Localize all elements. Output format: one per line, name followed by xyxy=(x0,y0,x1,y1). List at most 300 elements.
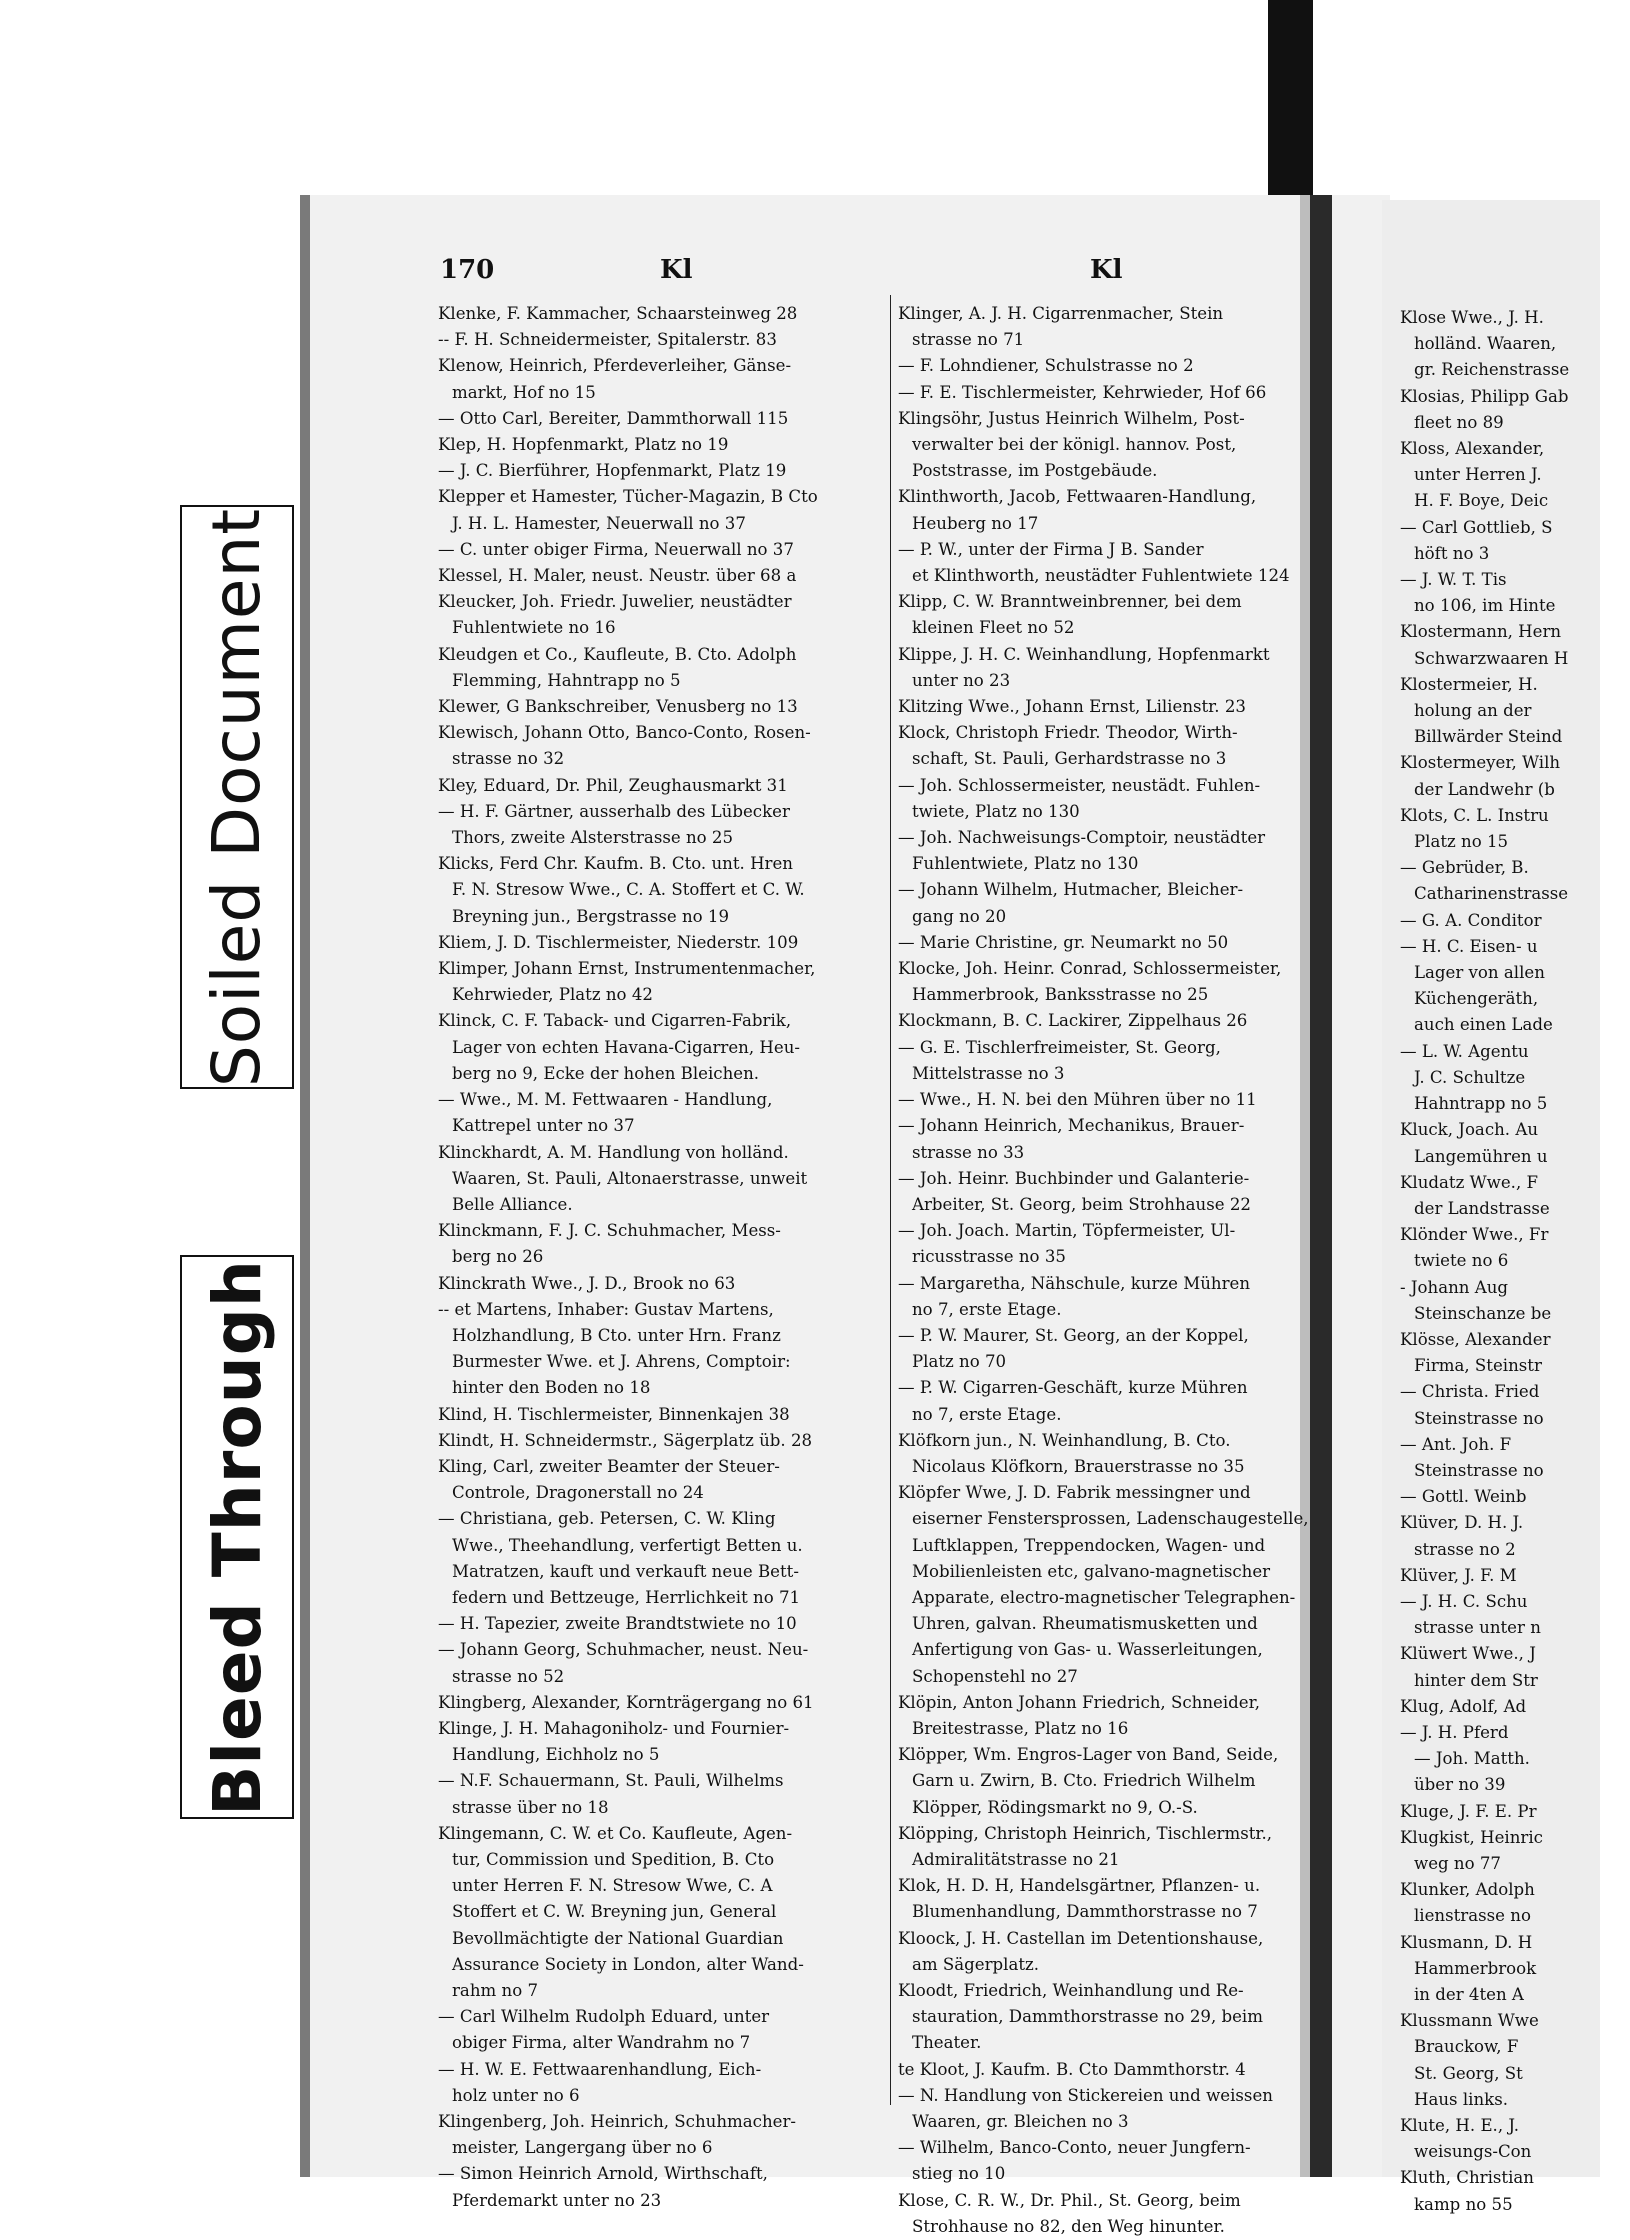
directory-entry xyxy=(1400,1589,1630,1641)
entry-line: Klinckhardt, A. M. Handlung von holländ. xyxy=(438,1142,789,1162)
directory-entry xyxy=(898,1218,1346,1270)
entry-line: Klindt, H. Schneidermstr., Sägerplatz üb. 28 xyxy=(438,1430,813,1450)
entry-continuation-line: holung an der xyxy=(1414,701,1532,721)
entry-line: — Marie Christine, gr. Neumarkt no 50 xyxy=(898,932,1229,952)
entry-line: — Otto Carl, Bereiter, Dammthorwall 115 xyxy=(438,408,789,428)
entry-line: Klöpper, Wm. Engros-Lager von Band, Seide, xyxy=(898,1745,1279,1765)
entry-line: Kley, Eduard, Dr. Phil, Zeughausmarkt 31 xyxy=(438,775,788,795)
entry-line: Klönder Wwe., Fr xyxy=(1400,1225,1549,1245)
directory-entry xyxy=(1400,1877,1630,1929)
entry-line: Klockmann, B. C. Lackirer, Zippelhaus 26 xyxy=(898,1011,1248,1031)
soiled-document-label xyxy=(180,505,294,1089)
entry-line: — J. C. Bierführer, Hopfenmarkt, Platz 19 xyxy=(438,461,787,481)
entry-line: — F. E. Tischlermeister, Kehrwieder, Hof 66 xyxy=(898,382,1267,402)
directory-entry xyxy=(1400,1275,1630,1327)
entry-line: Klicks, Ferd Chr. Kaufm. B. Cto. unt. Hren xyxy=(438,854,793,874)
entry-continuation-line: no 7, erste Etage. xyxy=(912,1299,1062,1319)
entry-line: Klewer, G Bankschreiber, Venusberg no 13 xyxy=(438,697,798,717)
entry-continuation-line: höft no 3 xyxy=(1414,543,1490,563)
directory-entry xyxy=(438,589,938,641)
entry-line: — Johann Heinrich, Mechanikus, Brauer- xyxy=(898,1116,1245,1136)
book-page xyxy=(300,195,1390,2236)
entry-line: — Wwe., H. N. bei den Mühren über no 11 xyxy=(898,1090,1257,1110)
entry-continuation-line: hinter den Boden no 18 xyxy=(452,1378,651,1398)
entry-line: Klenke, F. Kammacher, Schaarsteinweg 28 xyxy=(438,304,798,323)
entry-continuation-line: gr. Reichenstrasse xyxy=(1414,360,1570,380)
entry-continuation-line: weisungs-Con xyxy=(1414,2142,1532,2162)
entry-line: Klose Wwe., J. H. xyxy=(1400,308,1544,327)
directory-entry xyxy=(1400,1039,1630,1118)
entry-line: — Christiana, geb. Petersen, C. W. Kling xyxy=(438,1509,776,1529)
directory-entry xyxy=(1400,855,1630,907)
entry-continuation-line: Haus links. xyxy=(1414,2089,1508,2109)
entry-continuation-line: Fuhlentwiete, Platz no 130 xyxy=(912,854,1139,874)
entry-continuation-line: in der 4ten A xyxy=(1414,1985,1524,2004)
directory-entry xyxy=(898,2057,1346,2083)
entry-continuation-line: kleinen Fleet no 52 xyxy=(912,618,1075,638)
entry-line: Klöfkorn jun., N. Weinhandlung, B. Cto. xyxy=(898,1430,1231,1450)
directory-entry xyxy=(898,2188,1346,2240)
entry-continuation-line: Hammerbrook, Banksstrasse no 25 xyxy=(912,985,1209,1005)
entry-continuation-line: Mobilienleisten etc, galvano-magnetischer xyxy=(912,1561,1271,1581)
entry-line: — P. W. Cigarren-Geschäft, kurze Mühren xyxy=(898,1378,1248,1398)
entry-line: Kling, Carl, zweiter Beamter der Steuer- xyxy=(438,1456,780,1476)
directory-entry xyxy=(438,301,938,327)
entry-continuation-line: fleet no 89 xyxy=(1414,412,1504,432)
entry-line: — Simon Heinrich Arnold, Wirthschaft, xyxy=(438,2164,768,2184)
entry-line: -- et Martens, Inhaber: Gustav Martens, xyxy=(438,1299,774,1319)
directory-entry xyxy=(438,1768,938,1820)
entry-continuation-line: verwalter bei der königl. hannov. Post, xyxy=(912,435,1237,455)
entry-line: Kluth, Christian xyxy=(1400,2168,1534,2188)
directory-entry xyxy=(898,1428,1346,1480)
entry-continuation-line: H. F. Boye, Deic xyxy=(1414,491,1549,511)
entry-line: Klüwert Wwe., J xyxy=(1400,1644,1536,1664)
entry-continuation-line: twiete, Platz no 130 xyxy=(912,801,1080,821)
entry-continuation-line: Schwarzwaaren H xyxy=(1414,648,1569,668)
entry-line: Klind, H. Tischlermeister, Binnenkajen 38 xyxy=(438,1404,790,1424)
entry-continuation-line: Poststrasse, im Postgebäude. xyxy=(912,461,1158,481)
entry-continuation-line: eiserner Fenstersprossen, Ladenschaugestelle, xyxy=(912,1509,1309,1529)
entry-line: Klose, C. R. W., Dr. Phil., St. Georg, beim xyxy=(898,2190,1241,2210)
entry-continuation-line: Theater. xyxy=(912,2033,982,2053)
entry-line: — G. A. Conditor xyxy=(1400,910,1542,930)
entry-continuation-line: Mittelstrasse no 3 xyxy=(912,1063,1065,1083)
entry-line: — H. C. Eisen- u xyxy=(1400,936,1538,956)
entry-line: — Carl Gottlieb, S xyxy=(1400,517,1553,537)
entry-line: Klessel, H. Maler, neust. Neustr. über 68 a xyxy=(438,566,797,586)
directory-entry xyxy=(898,1008,1346,1034)
directory-entry xyxy=(438,2004,938,2056)
entry-line: Klenow, Heinrich, Pferdeverleiher, Gänse- xyxy=(438,356,792,376)
entry-continuation-line: auch einen Lade xyxy=(1414,1015,1553,1035)
entry-continuation-line: strasse no 2 xyxy=(1414,1539,1516,1559)
entry-line: Klingemann, C. W. et Co. Kaufleute, Agen- xyxy=(438,1823,793,1843)
entry-line: Klinger, A. J. H. Cigarrenmacher, Stein xyxy=(898,304,1224,323)
entry-line: Klimper, Johann Ernst, Instrumentenmacher, xyxy=(438,959,816,979)
entry-line: — Joh. Schlossermeister, neustädt. Fuhlen- xyxy=(898,775,1261,795)
entry-continuation-line: ricusstrasse no 35 xyxy=(912,1247,1066,1267)
directory-entry xyxy=(438,773,938,799)
entry-line: -- F. H. Schneidermeister, Spitalerstr. 83 xyxy=(438,330,777,350)
directory-entry xyxy=(898,406,1346,485)
entry-line: Kliem, J. D. Tischlermeister, Niederstr. 109 xyxy=(438,932,799,952)
edge-column xyxy=(1400,305,1630,2218)
entry-line: — Wwe., M. M. Fettwaaren - Handlung, xyxy=(438,1090,773,1110)
page-number: 170 xyxy=(440,255,495,285)
entry-continuation-line: unter Herren F. N. Stresow Wwe, C. A xyxy=(452,1876,773,1896)
directory-entry xyxy=(898,301,1346,353)
entry-line: — J. H. C. Schu xyxy=(1400,1591,1528,1611)
entry-continuation-line: Admiralitätstrasse no 21 xyxy=(912,1849,1120,1869)
entry-line: Klöpfer Wwe, J. D. Fabrik messingner und xyxy=(898,1483,1251,1503)
entry-line: — Ant. Joh. F xyxy=(1400,1434,1512,1454)
bleed-through-text: Bleed Through xyxy=(198,1258,276,1816)
directory-entry xyxy=(1400,1825,1630,1877)
entry-continuation-line: Kattrepel unter no 37 xyxy=(452,1116,635,1136)
directory-entry xyxy=(1400,436,1630,515)
entry-continuation-line: Thors, zweite Alsterstrasse no 25 xyxy=(452,828,734,848)
directory-entry xyxy=(1400,1563,1630,1589)
entry-line: — N. Handlung von Stickereien und weissen xyxy=(898,2085,1273,2105)
directory-entry xyxy=(1400,305,1630,384)
entry-line: Klute, H. E., J. xyxy=(1400,2116,1520,2136)
entry-line: — C. unter obiger Firma, Neuerwall no 37 xyxy=(438,539,794,559)
directory-entry xyxy=(898,2083,1346,2135)
entry-continuation-line: meister, Langergang über no 6 xyxy=(452,2138,713,2158)
entry-line: Klingenberg, Joh. Heinrich, Schuhmacher- xyxy=(438,2112,796,2132)
entry-line: — Joh. Heinr. Buchbinder und Galanterie- xyxy=(898,1168,1250,1188)
entry-line: — J. W. T. Tis xyxy=(1400,570,1507,590)
directory-entry xyxy=(898,2135,1346,2187)
entry-line: — Carl Wilhelm Rudolph Eduard, unter xyxy=(438,2007,770,2027)
entry-continuation-line: Uhren, galvan. Rheumatismusketten und xyxy=(912,1614,1258,1634)
entry-line: Kloock, J. H. Castellan im Detentionshause, xyxy=(898,1928,1264,1948)
entry-continuation-line: berg no 26 xyxy=(452,1247,544,1267)
directory-entry xyxy=(898,589,1346,641)
directory-entry xyxy=(438,1402,938,1428)
entry-continuation-line: Steinstrasse no xyxy=(1414,1408,1544,1428)
entry-line: — P. W., unter der Firma J B. Sander xyxy=(898,539,1204,559)
entry-continuation-line: Flemming, Hahntrapp no 5 xyxy=(452,670,681,690)
entry-continuation-line: Langemühren u xyxy=(1414,1146,1548,1166)
entry-continuation-line: kamp no 55 xyxy=(1414,2194,1513,2214)
directory-entry xyxy=(1400,619,1630,671)
entry-continuation-line: der Landstrasse xyxy=(1414,1198,1550,1218)
directory-entry xyxy=(1400,750,1630,802)
directory-entry xyxy=(1400,1117,1630,1169)
directory-entry xyxy=(898,1271,1346,1323)
entry-line: — H. F. Gärtner, ausserhalb des Lübecker xyxy=(438,801,790,821)
directory-entry xyxy=(438,2057,938,2109)
entry-line: — Margaretha, Nähschule, kurze Mühren xyxy=(898,1273,1251,1293)
entry-continuation-line: Luftklappen, Treppendocken, Wagen- und xyxy=(912,1535,1266,1555)
entry-continuation-line: no 106, im Hinte xyxy=(1414,596,1556,616)
directory-entry xyxy=(438,484,938,536)
entry-continuation-line: Belle Alliance. xyxy=(452,1194,573,1214)
entry-continuation-line: Burmester Wwe. et J. Ahrens, Comptoir: xyxy=(452,1352,791,1372)
entry-continuation-line: strasse unter n xyxy=(1414,1618,1541,1638)
directory-entry xyxy=(898,537,1346,589)
entry-continuation-line: holz unter no 6 xyxy=(452,2085,580,2105)
entry-continuation-line: schaft, St. Pauli, Gerhardstrasse no 3 xyxy=(912,749,1227,769)
entry-line: Klostermeyer, Wilh xyxy=(1400,753,1561,773)
directory-entry xyxy=(1400,803,1630,855)
directory-entry xyxy=(898,1690,1346,1742)
entry-continuation-line: Apparate, electro-magnetischer Telegraphen- xyxy=(912,1587,1296,1607)
entry-line: — P. W. Maurer, St. Georg, an der Koppel, xyxy=(898,1325,1249,1345)
directory-entry xyxy=(438,956,938,1008)
entry-line: Klippe, J. H. C. Weinhandlung, Hopfenmarkt xyxy=(898,644,1270,664)
entry-continuation-line: Firma, Steinstr xyxy=(1414,1356,1542,1376)
directory-entry xyxy=(438,930,938,956)
directory-entry xyxy=(438,1087,938,1139)
entry-continuation-line: gang no 20 xyxy=(912,906,1007,926)
entry-line: Klinge, J. H. Mahagoniholz- und Fournier- xyxy=(438,1718,790,1738)
entry-line: — Johann Wilhelm, Hutmacher, Bleicher- xyxy=(898,880,1244,900)
directory-entry xyxy=(438,1428,938,1454)
entry-continuation-line: Matratzen, kauft und verkauft neue Bett- xyxy=(452,1561,799,1581)
entry-line: Klots, C. L. Instru xyxy=(1400,805,1549,825)
directory-entry xyxy=(438,1690,938,1716)
entry-continuation-line: Schopenstehl no 27 xyxy=(912,1666,1078,1686)
entry-continuation-line: F. N. Stresow Wwe., C. A. Stoffert et C. W. xyxy=(452,880,805,900)
left-running-head: Kl xyxy=(660,255,693,285)
entry-continuation-line: obiger Firma, alter Wandrahm no 7 xyxy=(452,2033,751,2053)
directory-entry xyxy=(898,1113,1346,1165)
entry-line: Klostermann, Hern xyxy=(1400,622,1562,642)
entry-continuation-line: Waaren, gr. Bleichen no 3 xyxy=(912,2112,1129,2132)
entry-continuation-line: Klöpper, Rödingsmarkt no 9, O.-S. xyxy=(912,1797,1198,1817)
directory-entry xyxy=(898,380,1346,406)
entry-line: — J. H. Pferd xyxy=(1400,1722,1509,1742)
entry-line: Klüver, D. H. J. xyxy=(1400,1513,1524,1533)
entry-continuation-line: strasse no 71 xyxy=(912,330,1025,350)
entry-continuation-line: Steinstrasse no xyxy=(1414,1460,1544,1480)
entry-line: — H. Tapezier, zweite Brandtstwiete no 10 xyxy=(438,1614,797,1634)
directory-entry xyxy=(898,1926,1346,1978)
entry-continuation-line: Wwe., Theehandlung, verfertigt Betten u. xyxy=(452,1535,803,1555)
directory-entry xyxy=(438,720,938,772)
entry-continuation-line: federn und Bettzeuge, Herrlichkeit no 71 xyxy=(452,1587,801,1607)
directory-entry xyxy=(898,1087,1346,1113)
entry-continuation-line: Waaren, St. Pauli, Altonaerstrasse, unweit xyxy=(452,1168,808,1188)
entry-line: Klugkist, Heinric xyxy=(1400,1827,1543,1847)
entry-continuation-line: der Landwehr (b xyxy=(1414,779,1555,799)
entry-line: Klewisch, Johann Otto, Banco-Conto, Rosen- xyxy=(438,723,811,743)
directory-entry xyxy=(438,851,938,930)
directory-entry xyxy=(898,720,1346,772)
entry-continuation-line: Fuhlentwiete no 16 xyxy=(452,618,616,638)
entry-continuation-line: Breitestrasse, Platz no 16 xyxy=(912,1718,1129,1738)
next-page-edge xyxy=(1382,200,1600,2214)
directory-entry xyxy=(898,877,1346,929)
entry-line: Klock, Christoph Friedr. Theodor, Wirth- xyxy=(898,723,1238,743)
entry-continuation-line: Holzhandlung, B Cto. unter Hrn. Franz xyxy=(452,1325,781,1345)
entry-continuation-line: St. Georg, St xyxy=(1414,2063,1523,2083)
entry-line: Klinckrath Wwe., J. D., Brook no 63 xyxy=(438,1273,736,1293)
entry-continuation-line: am Sägerplatz. xyxy=(912,1954,1040,1974)
entry-continuation-line: Hahntrapp no 5 xyxy=(1414,1094,1548,1114)
directory-entry xyxy=(898,694,1346,720)
directory-entry xyxy=(898,1742,1346,1821)
directory-entry xyxy=(1400,1379,1630,1431)
entry-continuation-line: et Klinthworth, neustädter Fuhlentwiete 124 xyxy=(912,566,1290,586)
directory-entry xyxy=(898,956,1346,1008)
directory-entry xyxy=(438,458,938,484)
directory-entry xyxy=(898,1480,1346,1690)
entry-continuation-line: unter Herren J. xyxy=(1414,465,1542,485)
entry-continuation-line: Blumenhandlung, Dammthorstrasse no 7 xyxy=(912,1902,1258,1922)
entry-continuation-line: Lager von allen xyxy=(1414,963,1545,983)
entry-line: — Joh. Nachweisungs-Comptoir, neustädter xyxy=(898,828,1266,848)
entry-line: Kludatz Wwe., F xyxy=(1400,1172,1539,1192)
directory-entry xyxy=(438,563,938,589)
entry-continuation-line: Platz no 15 xyxy=(1414,832,1509,852)
entry-continuation-line: Lager von echten Havana-Cigarren, Heu- xyxy=(452,1037,800,1057)
entry-continuation-line: Billwärder Steind xyxy=(1414,727,1563,747)
entry-line: Klocke, Joh. Heinr. Conrad, Schlossermeister, xyxy=(898,959,1282,979)
directory-entry xyxy=(898,1323,1346,1375)
entry-line: Klöpping, Christoph Heinrich, Tischlermstr., xyxy=(898,1823,1273,1843)
entry-continuation-line: holländ. Waaren, xyxy=(1414,334,1557,354)
directory-entry xyxy=(1400,1510,1630,1562)
entry-line: Klug, Adolf, Ad xyxy=(1400,1696,1527,1716)
entry-continuation-line: J. H. L. Hamester, Neuerwall no 37 xyxy=(452,513,746,533)
entry-continuation-line: markt, Hof no 15 xyxy=(452,382,596,402)
entry-line: — H. W. E. Fettwaarenhandlung, Eich- xyxy=(438,2059,762,2079)
directory-entry xyxy=(1400,672,1630,751)
directory-entry xyxy=(1400,908,1630,934)
directory-entry xyxy=(898,1978,1346,2057)
entry-continuation-line: Küchengeräth, xyxy=(1414,989,1539,1009)
entry-line: Klinthworth, Jacob, Fettwaaren-Handlung, xyxy=(898,487,1257,507)
entry-continuation-line: stieg no 10 xyxy=(912,2164,1006,2184)
directory-entry xyxy=(898,484,1346,536)
directory-entry xyxy=(1400,384,1630,436)
entry-continuation-line: strasse über no 18 xyxy=(452,1797,609,1817)
entry-line: Klipp, C. W. Branntweinbrenner, bei dem xyxy=(898,592,1242,612)
entry-continuation-line: Assurance Society in London, alter Wand- xyxy=(452,1954,804,1974)
directory-entry xyxy=(438,799,938,851)
entry-line: Kloodt, Friedrich, Weinhandlung und Re- xyxy=(898,1981,1244,2000)
entry-line: Kloss, Alexander, xyxy=(1400,439,1545,459)
entry-line: Kluck, Joach. Au xyxy=(1400,1120,1539,1140)
directory-entry xyxy=(898,1375,1346,1427)
directory-entry xyxy=(438,642,938,694)
entry-line: — Gottl. Weinb xyxy=(1400,1487,1527,1507)
entry-continuation-line: strasse no 32 xyxy=(452,749,565,769)
entry-continuation-line: Heuberg no 17 xyxy=(912,513,1039,533)
entry-continuation-line: Strohhause no 82, den Weg hinunter. xyxy=(912,2216,1225,2236)
entry-continuation-line: tur, Commission und Spedition, B. Cto xyxy=(452,1849,775,1869)
entry-continuation-line: Brauckow, F xyxy=(1414,2037,1519,2057)
entry-line: Klüver, J. F. M xyxy=(1400,1565,1517,1585)
directory-entry xyxy=(438,1008,938,1087)
directory-entry xyxy=(1400,515,1630,567)
entry-continuation-line: hinter dem Str xyxy=(1414,1670,1538,1690)
entry-continuation-line: Garn u. Zwirn, B. Cto. Friedrich Wilhelm xyxy=(912,1771,1256,1791)
entry-line: Klep, H. Hopfenmarkt, Platz no 19 xyxy=(438,435,729,455)
entry-line: Klok, H. D. H, Handelsgärtner, Pflanzen- u. xyxy=(898,1876,1261,1896)
directory-entry xyxy=(1400,2008,1630,2113)
right-running-head: Kl xyxy=(1090,255,1123,285)
directory-entry xyxy=(1400,2165,1630,2217)
directory-entry xyxy=(1400,1327,1630,1379)
entry-line: Klostermeier, H. xyxy=(1400,674,1538,694)
entry-continuation-line: Pferdemarkt unter no 23 xyxy=(452,2190,662,2210)
entry-continuation-line: strasse no 52 xyxy=(452,1666,565,1686)
entry-continuation-line: Breyning jun., Bergstrasse no 19 xyxy=(452,906,730,926)
entry-continuation-line: Nicolaus Klöfkorn, Brauerstrasse no 35 xyxy=(912,1456,1245,1476)
directory-entry xyxy=(438,1637,938,1689)
entry-line: Klussmann Wwe xyxy=(1400,2011,1539,2031)
entry-line: — G. E. Tischlerfreimeister, St. Georg, xyxy=(898,1037,1221,1057)
directory-entry xyxy=(898,1166,1346,1218)
entry-line: — N.F. Schauermann, St. Pauli, Wilhelms xyxy=(438,1771,784,1791)
directory-entry xyxy=(1400,1222,1630,1274)
entry-continuation-line: Controle, Dragonerstall no 24 xyxy=(452,1483,704,1503)
directory-entry xyxy=(1400,1799,1630,1825)
directory-entry xyxy=(438,1454,938,1506)
entry-line: Kleudgen et Co., Kaufleute, B. Cto. Adolph xyxy=(438,644,797,664)
directory-entry xyxy=(438,2109,938,2161)
entry-continuation-line: stauration, Dammthorstrasse no 29, beim xyxy=(912,2007,1263,2027)
directory-entry xyxy=(438,1140,938,1219)
entry-continuation-line: Bevollmächtigte der National Guardian xyxy=(452,1928,784,1948)
directory-entry xyxy=(1400,1484,1630,1510)
entry-continuation-line: Stoffert et C. W. Breyning jun, General xyxy=(452,1902,777,1922)
entry-continuation-line: Handlung, Eichholz no 5 xyxy=(452,1745,660,1765)
entry-line: Klitzing Wwe., Johann Ernst, Lilienstr. 23 xyxy=(898,697,1246,717)
directory-entry xyxy=(898,1873,1346,1925)
entry-line: - Johann Aug xyxy=(1400,1277,1509,1297)
entry-continuation-line: Arbeiter, St. Georg, beim Strohhause 22 xyxy=(912,1194,1251,1214)
entry-continuation-line: Anfertigung von Gas- u. Wasserleitungen, xyxy=(912,1640,1263,1660)
entry-continuation-line: Kehrwieder, Platz no 42 xyxy=(452,985,653,1005)
directory-entry xyxy=(438,1297,938,1402)
bleed-through-label xyxy=(180,1255,294,1819)
entry-line: Klinck, C. F. Taback- und Cigarren-Fabrik, xyxy=(438,1011,792,1031)
entry-continuation-line: Platz no 70 xyxy=(912,1352,1007,1372)
directory-entry xyxy=(438,1821,938,2004)
directory-entry xyxy=(898,773,1346,825)
directory-entry xyxy=(438,327,938,353)
entry-continuation-line: no 7, erste Etage. xyxy=(912,1404,1062,1424)
directory-entry xyxy=(438,2161,938,2213)
directory-entry xyxy=(1400,1694,1630,1720)
directory-entry xyxy=(438,353,938,405)
entry-line: Klusmann, D. H xyxy=(1400,1932,1533,1952)
directory-entry xyxy=(438,1218,938,1270)
directory-entry xyxy=(438,1271,938,1297)
entry-continuation-line: strasse no 33 xyxy=(912,1142,1025,1162)
directory-entry xyxy=(898,1035,1346,1087)
entry-line: te Kloot, J. Kaufm. B. Cto Dammthorstr. 4 xyxy=(898,2059,1246,2079)
directory-entry xyxy=(438,537,938,563)
entry-continuation-line: über no 39 xyxy=(1414,1775,1506,1795)
entry-line: Klepper et Hamester, Tücher-Magazin, B Cto xyxy=(438,487,818,507)
directory-entry xyxy=(1400,1720,1630,1799)
directory-entry xyxy=(1400,567,1630,619)
directory-entry xyxy=(1400,1170,1630,1222)
entry-continuation-line: rahm no 7 xyxy=(452,1981,539,2000)
directory-entry xyxy=(898,825,1346,877)
entry-continuation-line: twiete no 6 xyxy=(1414,1251,1509,1271)
directory-entry xyxy=(1400,1641,1630,1693)
entry-line: Klösse, Alexander xyxy=(1400,1329,1551,1349)
entry-line: — Wilhelm, Banco-Conto, neuer Jungfern- xyxy=(898,2138,1251,2158)
